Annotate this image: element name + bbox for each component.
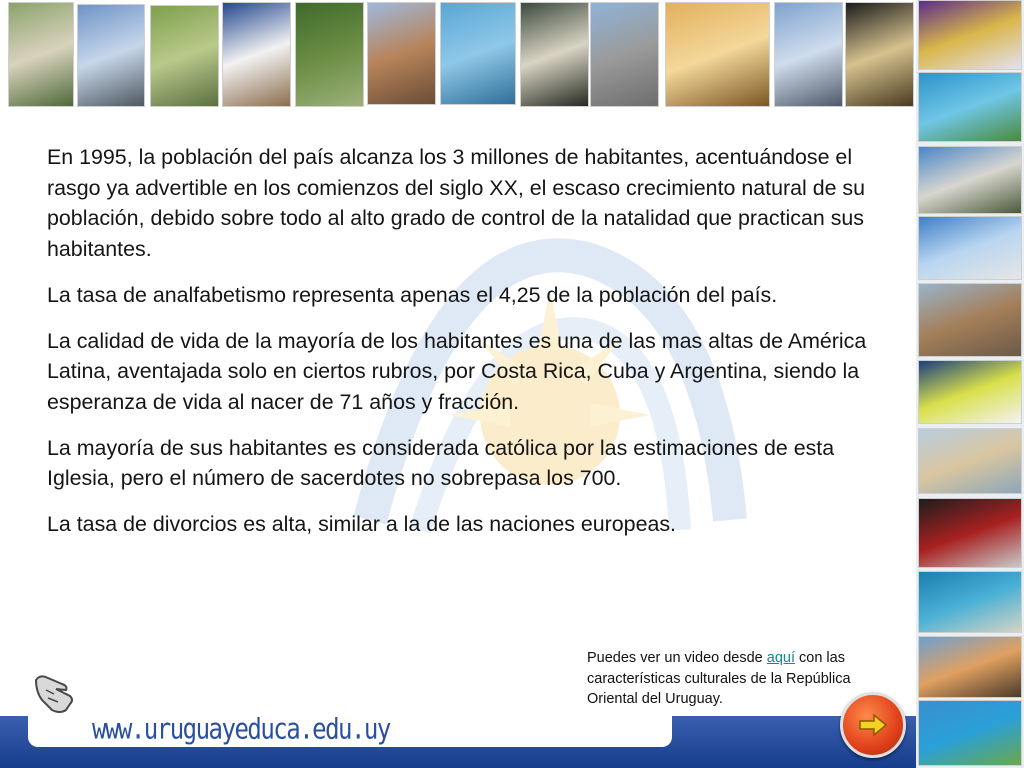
pointing-hand-icon bbox=[32, 670, 80, 714]
night-house-photo bbox=[918, 360, 1022, 424]
side-photo-strip bbox=[916, 0, 1024, 768]
beach-photo bbox=[918, 428, 1022, 494]
pool-photo bbox=[918, 72, 1022, 142]
video-note-text: Puedes ver un video desde bbox=[587, 650, 767, 666]
top-photo-strip bbox=[0, 0, 916, 110]
gazebo-night-photo bbox=[845, 2, 914, 107]
white-building-photo bbox=[222, 2, 291, 107]
paragraph: La calidad de vida de la mayoría de los habitantes es una de las mas altas de América Latina, aventajada solo en ciertos rubros, por Costa Rica, Cuba y Argentina, siendo la esperanza de vida al nacer de 71 años y fracción. bbox=[47, 328, 867, 414]
stadium-photo bbox=[918, 216, 1022, 280]
next-button[interactable] bbox=[840, 692, 906, 758]
carnival-photo bbox=[918, 0, 1022, 70]
video-link[interactable]: aquí bbox=[766, 650, 795, 666]
paragraph: En 1995, la población del país alcanza los 3 millones de habitantes, acentuándose el rasgo ya advertible en los comienzos del siglo XX, el escaso crecimiento natural de su población, debido sobre todo al alto grado de control de la natalidad que practican sus habitantes. bbox=[47, 145, 866, 261]
main-content bbox=[47, 142, 899, 555]
church-photo bbox=[367, 2, 436, 105]
paragraph: La tasa de divorcios es alta, similar a la de las naciones europeas. bbox=[47, 512, 676, 536]
field-people-photo bbox=[150, 5, 219, 107]
tango-photo bbox=[918, 498, 1022, 568]
paragraph: La tasa de analfabetismo representa apenas el 4,25 de la población del país. bbox=[47, 282, 778, 307]
rock-coast-photo bbox=[918, 283, 1022, 357]
ranch-photo bbox=[8, 2, 74, 107]
peninsula-aerial-photo bbox=[918, 571, 1022, 633]
palace-night-photo bbox=[665, 2, 770, 107]
waterslide-photo bbox=[440, 2, 516, 105]
tower-photo bbox=[77, 4, 145, 107]
plaza-photo bbox=[918, 146, 1022, 214]
drum-dancers-photo bbox=[520, 2, 589, 107]
waterpark-photo bbox=[918, 700, 1022, 766]
paragraph: La mayoría de sus habitantes es considerada católica por las estimaciones de esta Iglesia, pero el número de sacerdotes no sobrepasa los 700. bbox=[47, 435, 835, 490]
video-note-text: con las características culturales de la República Oriental del Uruguay. bbox=[587, 650, 851, 707]
waterfall-photo bbox=[295, 2, 364, 107]
city-skyline-photo bbox=[590, 2, 659, 107]
tower-2-photo bbox=[774, 2, 843, 107]
site-url[interactable]: www.uruguayeduca.edu.uy bbox=[92, 712, 390, 746]
coast-sunset-photo bbox=[918, 636, 1022, 698]
arrow-right-icon bbox=[858, 713, 888, 737]
video-note bbox=[587, 648, 887, 710]
